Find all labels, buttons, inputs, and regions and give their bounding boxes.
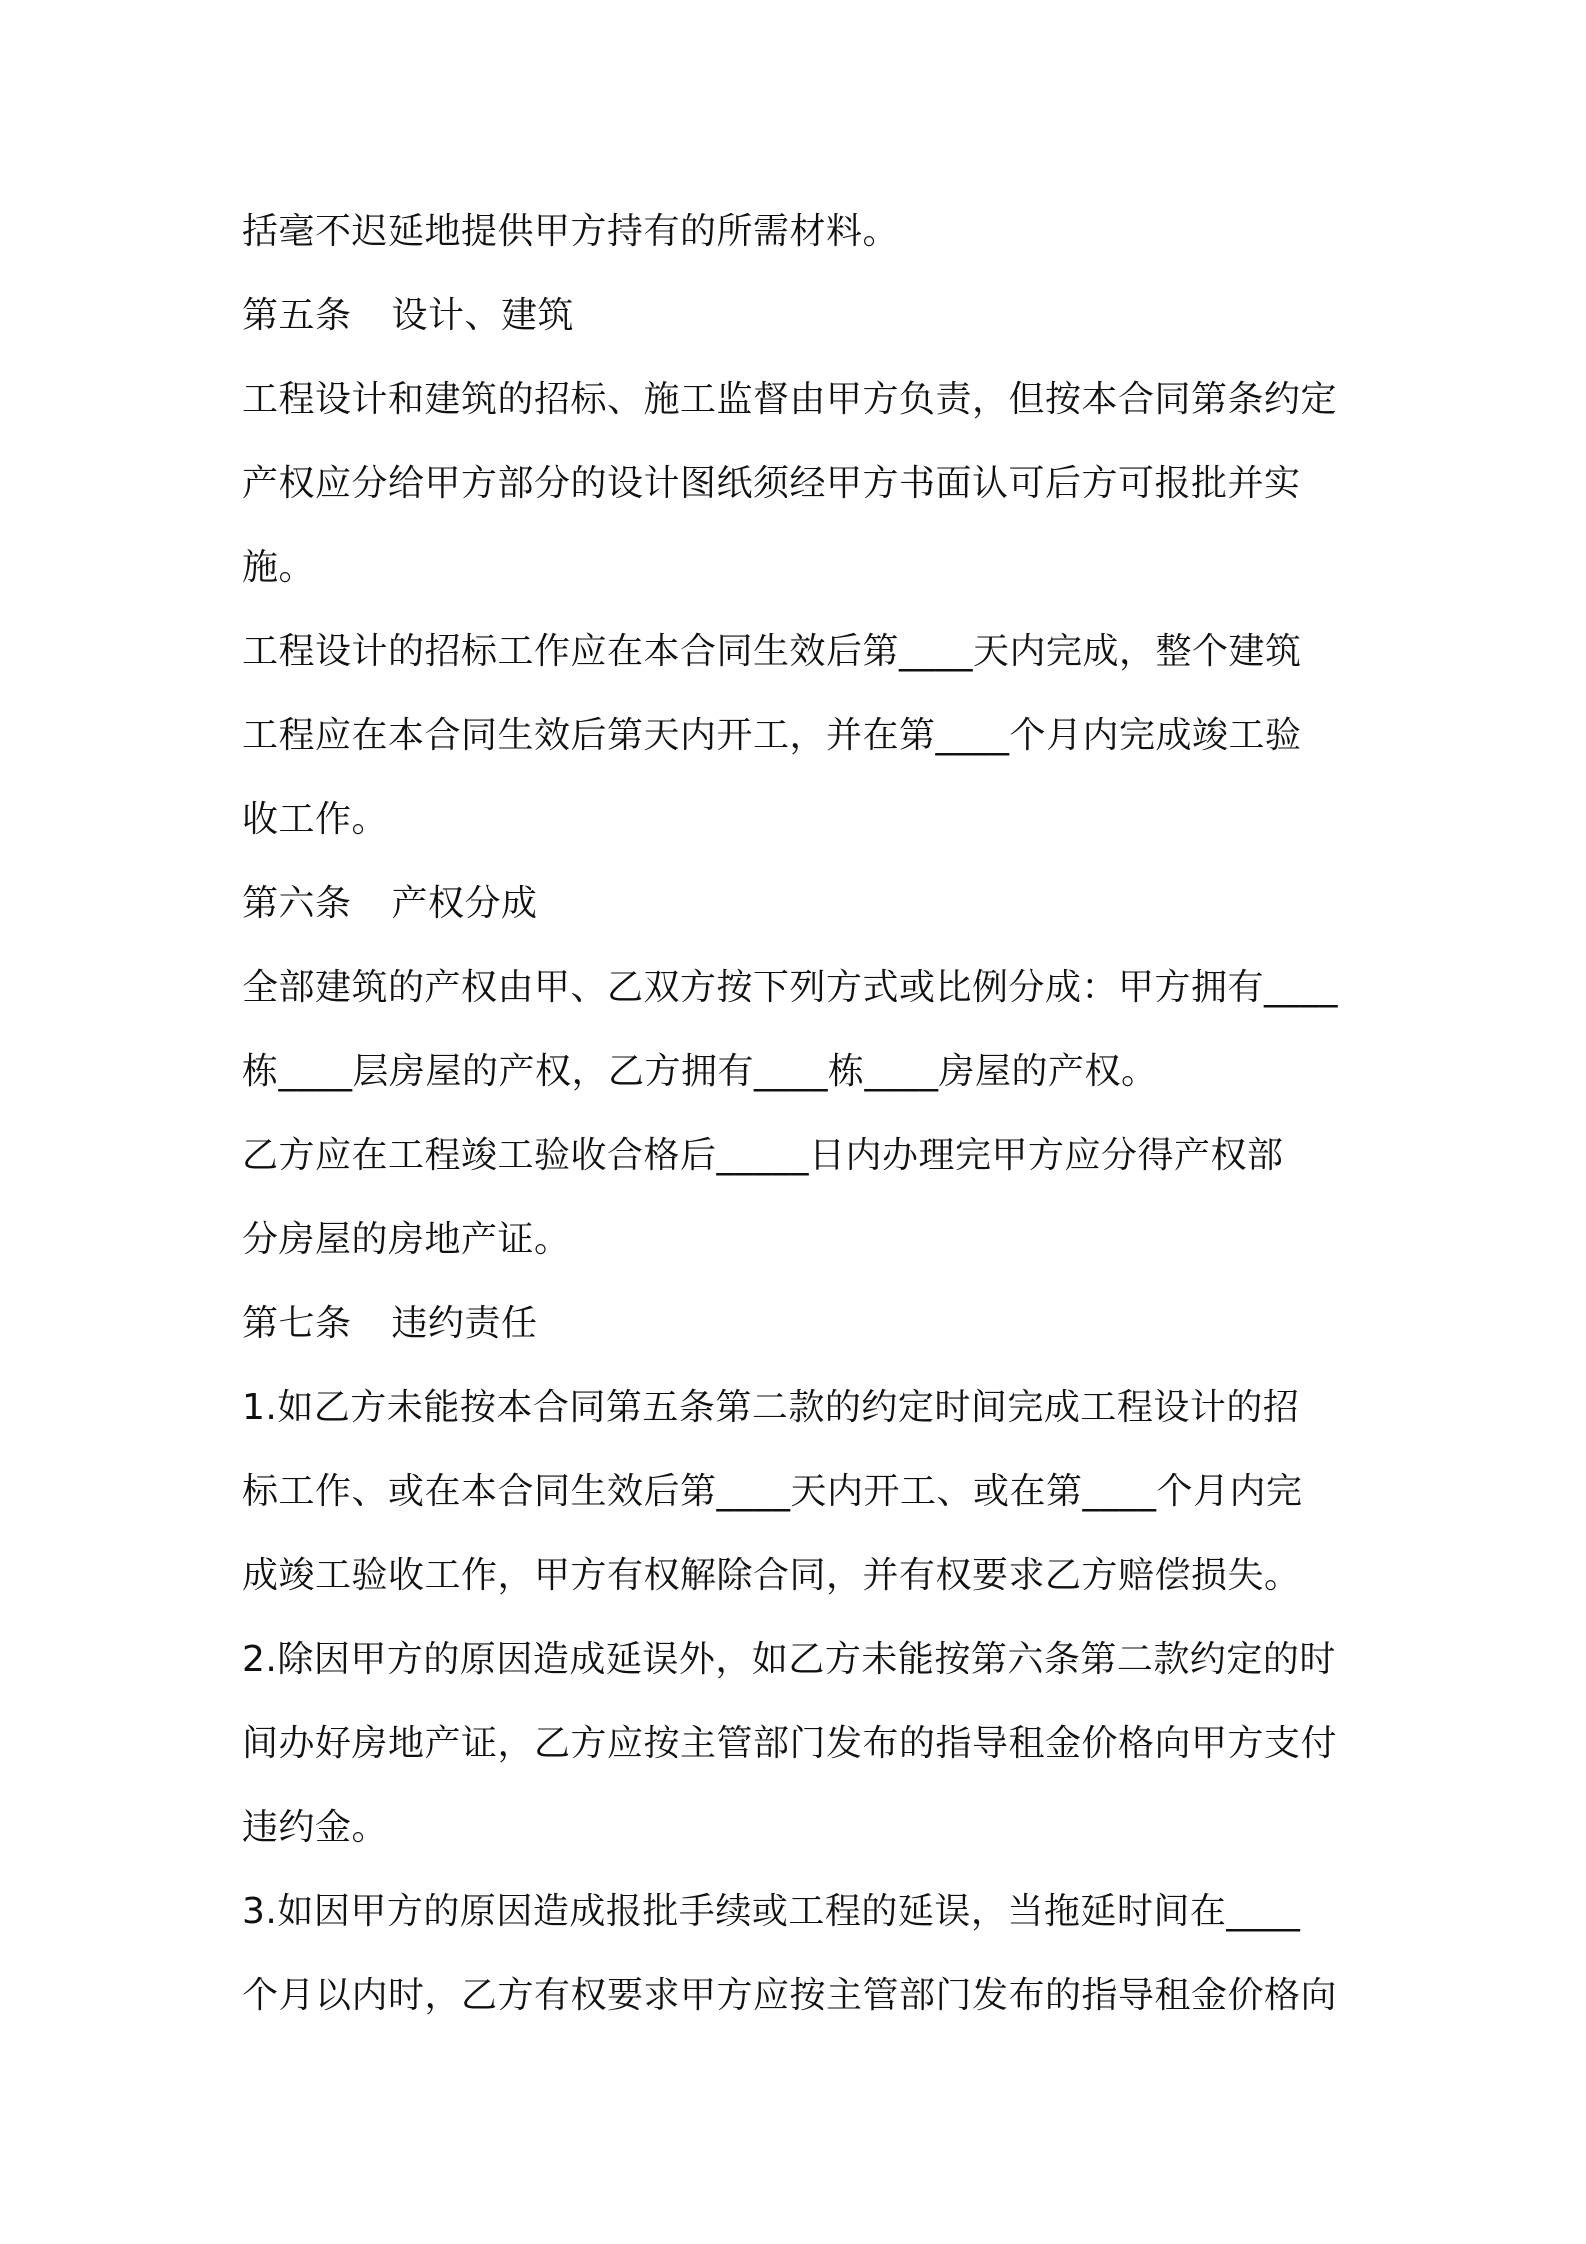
paragraph-line: 成竣工验收工作，甲方有权解除合同，并有权要求乙方赔偿损失。 — [242, 1555, 1301, 1596]
article-5-heading — [242, 274, 1362, 358]
article-title: 违约责任 — [391, 1303, 538, 1344]
paragraph-line: 个月以内时，乙方有权要求甲方应按主管部门发布的指导租金价格向 — [242, 1975, 1338, 2016]
paragraph-line: 标工作、或在本合同生效后第____天内开工、或在第____个月内完 — [242, 1471, 1303, 1512]
paragraph-line: 括毫不迟延地提供甲方持有的所需材料。 — [242, 211, 900, 252]
paragraph-line: 产权应分给甲方部分的设计图纸须经甲方书面认可后方可报批并实 — [242, 463, 1301, 504]
article-number: 第五条 — [242, 295, 352, 336]
article-6-heading — [242, 862, 1362, 946]
paragraph-line: 分房屋的房地产证。 — [242, 1219, 571, 1260]
document-body — [242, 190, 1362, 2038]
article-title: 产权分成 — [391, 883, 538, 924]
article-title: 设计、建筑 — [391, 295, 575, 336]
paragraph-line: 工程设计的招标工作应在本合同生效后第____天内完成，整个建筑 — [242, 631, 1302, 672]
paragraph-line: 工程设计和建筑的招标、施工监督由甲方负责，但按本合同第条约定 — [242, 379, 1338, 420]
article-7-heading — [242, 1282, 1362, 1366]
paragraph-line: 工程应在本合同生效后第天内开工，并在第____个月内完成竣工验 — [242, 715, 1302, 756]
paragraph-line: 1.如乙方未能按本合同第五条第二款的约定时间完成工程设计的招 — [242, 1387, 1300, 1428]
paragraph-line: 全部建筑的产权由甲、乙双方按下列方式或比例分成：甲方拥有____ — [242, 967, 1339, 1008]
paragraph-line: 3.如因甲方的原因造成报批手续或工程的延误，当拖延时间在____ — [242, 1891, 1301, 1932]
paragraph-line: 乙方应在工程竣工验收合格后_____日内办理完甲方应分得产权部 — [242, 1135, 1284, 1176]
paragraph-line: 施。 — [242, 547, 316, 588]
paragraph-line: 栋____层房屋的产权，乙方拥有____栋____房屋的产权。 — [242, 1051, 1158, 1092]
paragraph-line: 收工作。 — [242, 799, 389, 840]
paragraph-line: 违约金。 — [242, 1807, 389, 1848]
paragraph-line: 2.除因甲方的原因造成延误外，如乙方未能按第六条第二款约定的时 — [242, 1639, 1336, 1680]
article-number: 第六条 — [242, 883, 352, 924]
article-number: 第七条 — [242, 1303, 352, 1344]
paragraph-line: 间办好房地产证，乙方应按主管部门发布的指导租金价格向甲方支付 — [242, 1723, 1338, 1764]
